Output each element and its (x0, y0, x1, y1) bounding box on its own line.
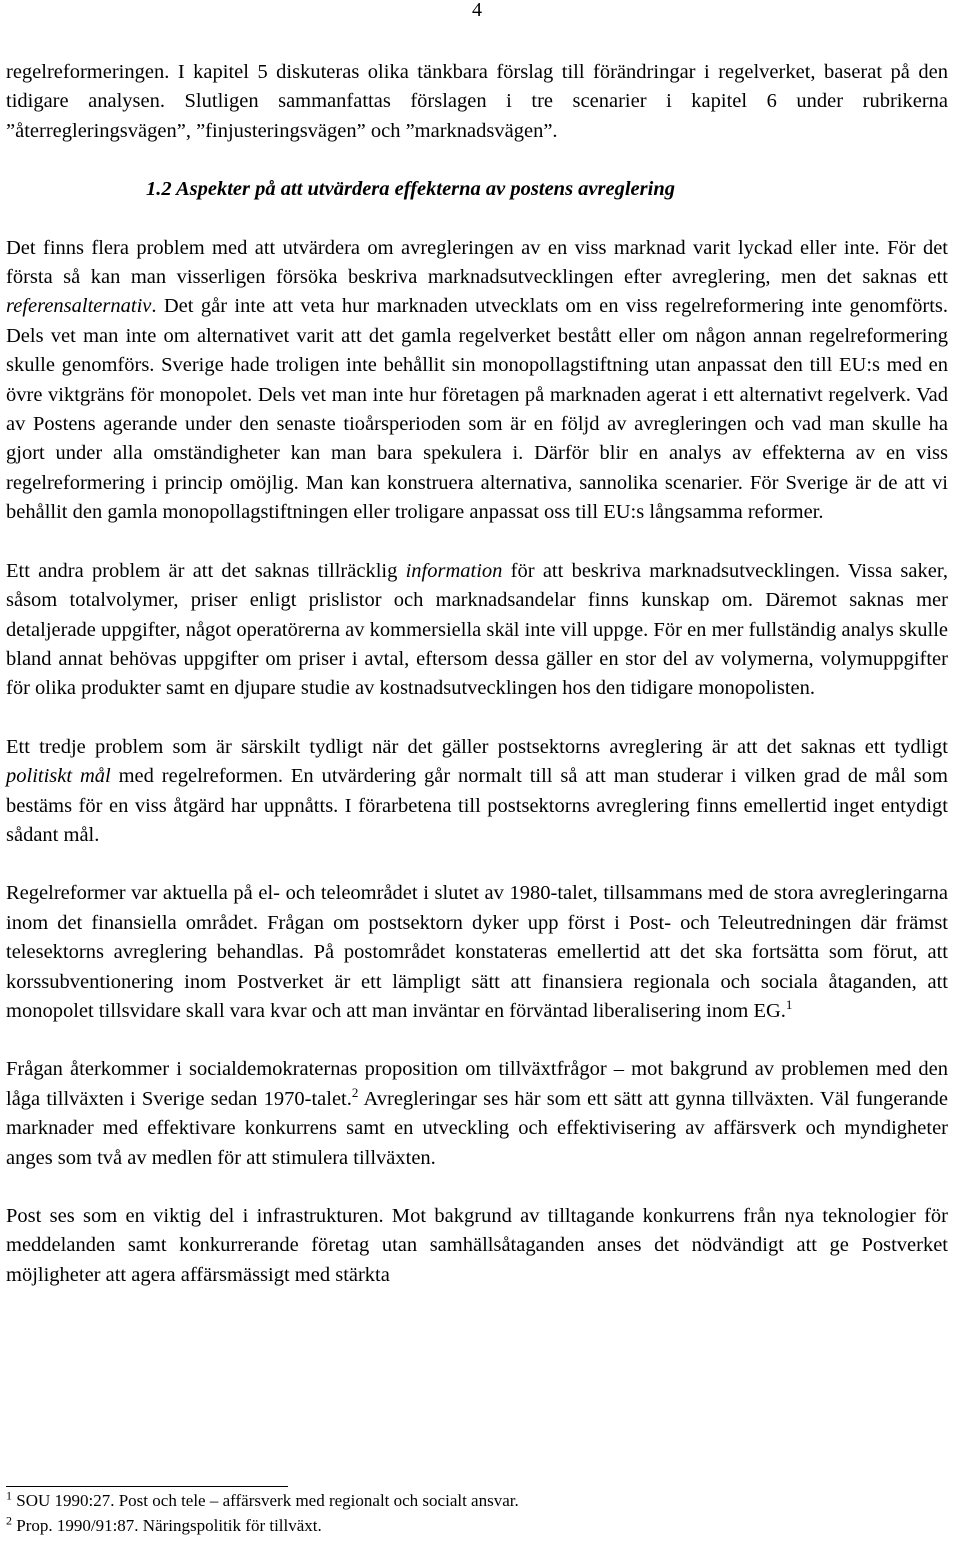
footnote-ref-2: 2 (351, 1084, 359, 1100)
footnote (6, 1513, 948, 1538)
document-body (6, 58, 948, 1319)
paragraph-3-text-b: med regelreformen. En utvärdering går normalt till så att man studerar i vilken grad de mål som bestäms för en viss åtgärd har uppnåtts. I förarbetena till postsektorns avreglering finns emellertid inget entydigt sådant mål. (6, 765, 948, 846)
paragraph-3 (6, 733, 948, 851)
paragraph-6: Post ses som en viktig del i infrastrukturen. Mot bakgrund av tilltagande konkurrens från nya teknologier för meddelanden samt konkurrerande företag utan samhällsåtaganden anses det nödvändigt att ge Postverket möjligheter att agera affärsmässigt med stärkta (6, 1205, 948, 1286)
intro-paragraph: regelreformeringen. I kapitel 5 diskuteras olika tänkbara förslag till förändringar i regelverket, baserat på den tidigare analysen. Slutligen sammanfattas förslagen i tre scenarier i kapitel 6 under rubrikerna ”återregleringsvägen”, ”finjusteringsvägen” och ”marknadsvägen”. (6, 61, 948, 142)
paragraph-3-text-a: Ett tredje problem som är särskilt tydligt när det gäller postsektorns avreglering är att det saknas ett tydligt (6, 735, 948, 758)
paragraph-2-text-b: för att beskriva marknadsutvecklingen. Vissa saker, såsom totalvolymer, priser enligt prislistor och marknadsandelar finns kunskap om. Däremot saknas mer detaljerade uppgifter, något operatörerna av kommersiella skäl inte vill uppge. För en mer fullständig analys skulle bland annat behövas uppgifter om priser i avtal, eftersom dessa gäller en stor del av volymerna, volymuppgifter för olika produkter samt en djupare studie av kostnadsutvecklingen hos den tidigare monopolisten. (6, 559, 948, 700)
paragraph-1-text-a: Det finns flera problem med att utvärdera om avregleringen av en viss marknad varit lyckad eller inte. För det första så kan man visserligen försöka beskriva marknadsutvecklingen efter avreglering, men det saknas ett (6, 236, 948, 289)
paragraph-2 (6, 557, 948, 704)
footnote-number: 2 (6, 1513, 12, 1528)
paragraph-5-text-a: Frågan återkommer i socialdemokraternas proposition om tillväxtfrågor – mot bakgrund av problemen med den låga tillväxten i Sverige sedan 1970-talet. (6, 1058, 948, 1110)
footnote-text: SOU 1990:27. Post och tele – affärsverk med regionalt och socialt ansvar. (16, 1491, 519, 1510)
footnote-ref-1: 1 (785, 997, 793, 1013)
paragraph-1-emphasis: referensalternativ (6, 295, 152, 318)
footnote-number: 1 (6, 1488, 12, 1503)
paragraph-1-text-b: . Det går inte att veta hur marknaden utvecklats om en viss regelreformering inte genomförts. Dels vet man inte om alternativet varit att det gamla regelverket bestått eller om någon annan regelreformering skulle genomförs. Sverige hade troligen inte behållit sin monopollagstiftning utan anpassat den till EU:s med en övre viktgräns för monopolet. Dels vet man inte hur företagen på marknaden agerat i ett alternativt regelverk. Vad av Postens agerande under den senaste tioårsperioden som är en följd av avregleringen och vad man skulle ha gjort under alla omständigheter kan man bara spekulera i. Därför blir en analys av effekterna av en viss regelreformering i princip omöjlig. Man kan konstruera alternativa, sannolika scenarier. För Sverige är de att vi behållit den gamla monopollagstiftningen eller troligare anpassat oss till EU:s långsamma reformer. (6, 295, 948, 524)
paragraph-2-emphasis: information (405, 559, 503, 582)
footnote (6, 1488, 948, 1513)
footnotes (6, 1488, 948, 1538)
footnote-text: Prop. 1990/91:87. Näringspolitik för tillväxt. (16, 1516, 322, 1535)
footnote-divider (6, 1486, 288, 1487)
paragraph-4-text: Regelreformer var aktuella på el- och teleområdet i slutet av 1980-talet, tillsammans med de stora avregleringarna inom det finansiella området. Frågan om postsektorn dyker upp först i Post- och Teleutredningen där främst telesektorns avreglering behandlas. På postområdet konstateras emellertid att det ska fortsätta som förut, att korssubventionering inom Postverket är ett lämpligt sätt att finansiera regionala och sociala åtaganden, att monopolet tillsvidare skall vara kvar och att man inväntar en förväntad liberalisering inom EG. (6, 882, 948, 1022)
paragraph-5-text-b: Avregleringar ses här som ett sätt att gynna tillväxten. Väl fungerande marknader med effektivare konkurrens samt en utveckling och effektivisering av affärsverk och myndigheter anges som två av medlen för att stimulera tillväxten. (6, 1087, 948, 1169)
page-number: 4 (472, 0, 482, 21)
section-heading: 1.2 Aspekter på att utvärdera effekterna av postens avreglering (146, 178, 675, 201)
paragraph-5 (6, 1055, 948, 1173)
paragraph-2-text-a: Ett andra problem är att det saknas tillräcklig (6, 559, 406, 582)
paragraph-3-emphasis: politiskt mål (6, 765, 111, 788)
paragraph-4 (6, 879, 948, 1026)
paragraph-1 (6, 234, 948, 528)
